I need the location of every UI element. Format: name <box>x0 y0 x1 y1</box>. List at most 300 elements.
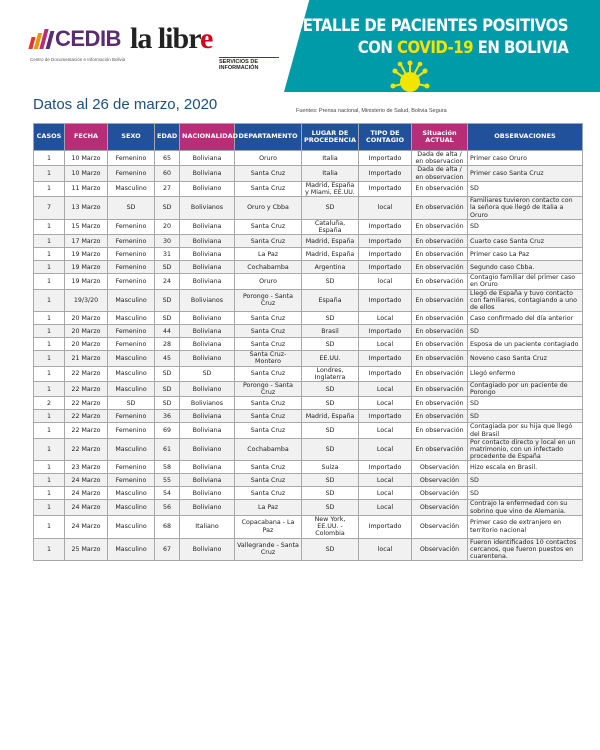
cell-situacion-actual: En observación <box>412 219 468 234</box>
cell-fecha: 17 Marzo <box>65 235 108 248</box>
cell-edad: 69 <box>155 423 180 438</box>
cedib-logo-text: CEDIB <box>55 26 121 51</box>
cell-observaciones: Cuarto caso Santa Cruz <box>468 235 583 248</box>
cell-observaciones: Primer caso de extranjero en territorio nacional <box>468 515 583 538</box>
table-row <box>34 312 583 325</box>
column-header-fecha: FECHA <box>65 124 108 151</box>
cell-edad: 68 <box>155 515 180 538</box>
cell-tipo-contagio: Local <box>359 474 412 487</box>
cell-fecha: 24 Marzo <box>65 487 108 500</box>
table-row <box>34 235 583 248</box>
cell-departamento: Santa Cruz <box>235 461 302 474</box>
cell-sexo: Masculino <box>108 181 155 196</box>
cell-observaciones: Llegó de España y tuvo contacto con familiares, contagiando a uno de ellos <box>468 289 583 312</box>
cell-casos: 1 <box>34 366 65 381</box>
cell-sexo: Femenino <box>108 338 155 351</box>
cell-lugar-procedencia: Brasil <box>302 325 359 338</box>
cell-fecha: 22 Marzo <box>65 438 108 461</box>
cell-nacionalidad: Boliviana <box>180 461 235 474</box>
cell-departamento: Cochabamba <box>235 438 302 461</box>
cell-lugar-procedencia: SD <box>302 274 359 289</box>
cell-fecha: 25 Marzo <box>65 538 108 561</box>
cell-tipo-contagio: Importado <box>359 261 412 274</box>
cell-edad: SD <box>155 289 180 312</box>
cell-lugar-procedencia: New York, EE.UU. - Colombia <box>302 515 359 538</box>
cell-observaciones: SD <box>468 487 583 500</box>
cell-edad: 27 <box>155 181 180 196</box>
column-header-departamento: DEPARTAMENTO <box>235 124 302 151</box>
cell-fecha: 20 Marzo <box>65 312 108 325</box>
cell-fecha: 10 Marzo <box>65 151 108 166</box>
table-row <box>34 487 583 500</box>
table-row <box>34 474 583 487</box>
cedib-logo <box>30 26 121 52</box>
cell-situacion-actual: En observación <box>412 312 468 325</box>
cell-edad: SD <box>155 312 180 325</box>
cell-nacionalidad: Boliviana <box>180 248 235 261</box>
cell-departamento: La Paz <box>235 248 302 261</box>
cell-situacion-actual: En observación <box>412 351 468 366</box>
cell-tipo-contagio: Importado <box>359 219 412 234</box>
cell-fecha: 13 Marzo <box>65 197 108 220</box>
cell-departamento: Santa Cruz <box>235 325 302 338</box>
cell-edad: 44 <box>155 325 180 338</box>
table-row <box>34 438 583 461</box>
cell-nacionalidad: SD <box>180 366 235 381</box>
cell-departamento: Santa Cruz <box>235 487 302 500</box>
cell-nacionalidad: Boliviana <box>180 474 235 487</box>
cell-tipo-contagio: Importado <box>359 181 412 196</box>
cell-departamento: Santa Cruz <box>235 235 302 248</box>
cell-tipo-contagio: Local <box>359 438 412 461</box>
title-covid-highlight: COVID-19 <box>396 38 473 58</box>
cell-situacion-actual: Dada de alta / en observacion <box>412 151 468 166</box>
cell-sexo: Femenino <box>108 151 155 166</box>
table-row <box>34 423 583 438</box>
column-header-situacion-actual: Situación ACTUAL <box>412 124 468 151</box>
cell-fecha: 22 Marzo <box>65 410 108 423</box>
column-header-casos: CASOS <box>34 124 65 151</box>
cell-situacion-actual: En observación <box>412 423 468 438</box>
cell-sexo: Femenino <box>108 410 155 423</box>
cell-lugar-procedencia: Madrid, España y Miami, EE.UU. <box>302 181 359 196</box>
cell-sexo: Femenino <box>108 235 155 248</box>
cell-fecha: 19/3/20 <box>65 289 108 312</box>
cell-sexo: Femenino <box>108 274 155 289</box>
cell-nacionalidad: Bolivianos <box>180 289 235 312</box>
cell-casos: 1 <box>34 289 65 312</box>
cell-departamento: Oruro y Cbba <box>235 197 302 220</box>
cell-casos: 1 <box>34 351 65 366</box>
cell-casos: 1 <box>34 382 65 397</box>
cell-departamento: Santa Cruz <box>235 410 302 423</box>
la-libre-logo <box>130 24 212 54</box>
cell-edad: SD <box>155 397 180 410</box>
cell-fecha: 24 Marzo <box>65 500 108 515</box>
cell-situacion-actual: Observación <box>412 515 468 538</box>
cell-sexo: Masculino <box>108 382 155 397</box>
cell-nacionalidad: Boliviano <box>180 351 235 366</box>
cedib-subtitle: Centro de Documentación e Información Bolivia <box>30 57 126 62</box>
cell-lugar-procedencia: SD <box>302 487 359 500</box>
cell-edad: 61 <box>155 438 180 461</box>
table-row <box>34 538 583 561</box>
cell-tipo-contagio: Importado <box>359 248 412 261</box>
cell-tipo-contagio: Local <box>359 382 412 397</box>
cell-situacion-actual: En observación <box>412 261 468 274</box>
cell-lugar-procedencia: Londres, Inglaterra <box>302 366 359 381</box>
cell-lugar-procedencia: SD <box>302 538 359 561</box>
cell-tipo-contagio: Importado <box>359 366 412 381</box>
cell-fecha: 22 Marzo <box>65 423 108 438</box>
cell-lugar-procedencia: SD <box>302 382 359 397</box>
cell-situacion-actual: En observación <box>412 438 468 461</box>
cell-sexo: Femenino <box>108 248 155 261</box>
cell-observaciones: Caso confirmado del día anterior <box>468 312 583 325</box>
cell-lugar-procedencia: Suiza <box>302 461 359 474</box>
cell-fecha: 19 Marzo <box>65 261 108 274</box>
cell-nacionalidad: Boliviano <box>180 181 235 196</box>
cell-edad: 67 <box>155 538 180 561</box>
cell-tipo-contagio: Importado <box>359 461 412 474</box>
cell-observaciones: SD <box>468 181 583 196</box>
cell-tipo-contagio: Local <box>359 423 412 438</box>
cell-sexo: Masculino <box>108 351 155 366</box>
column-header-tipo-contagio: TIPO DE CONTAGIO <box>359 124 412 151</box>
cell-fecha: 24 Marzo <box>65 474 108 487</box>
cell-situacion-actual: En observación <box>412 397 468 410</box>
cell-sexo: SD <box>108 397 155 410</box>
cell-departamento: Santa Cruz <box>235 423 302 438</box>
cell-tipo-contagio: Importado <box>359 289 412 312</box>
cell-observaciones: Contagiada por su hija que llegó del Brasil <box>468 423 583 438</box>
cell-lugar-procedencia: Madrid, España <box>302 235 359 248</box>
date-title: Datos al 26 de marzo, 2020 <box>33 96 218 113</box>
cell-lugar-procedencia: Madrid, España <box>302 410 359 423</box>
cell-departamento: Oruro <box>235 274 302 289</box>
cell-casos: 1 <box>34 438 65 461</box>
cell-tipo-contagio: Local <box>359 338 412 351</box>
cell-lugar-procedencia: SD <box>302 423 359 438</box>
column-header-sexo: SEXO <box>108 124 155 151</box>
cell-sexo: SD <box>108 197 155 220</box>
cell-casos: 1 <box>34 261 65 274</box>
cell-observaciones: Noveno caso Santa Cruz <box>468 351 583 366</box>
cell-observaciones: Hizo escala en Brasil. <box>468 461 583 474</box>
cell-departamento: Santa Cruz <box>235 397 302 410</box>
table-row <box>34 219 583 234</box>
cell-situacion-actual: En observación <box>412 382 468 397</box>
cell-sexo: Masculino <box>108 438 155 461</box>
cell-tipo-contagio: Local <box>359 397 412 410</box>
cell-lugar-procedencia: Madrid, España <box>302 248 359 261</box>
table-row <box>34 197 583 220</box>
cell-observaciones: SD <box>468 219 583 234</box>
cell-edad: 20 <box>155 219 180 234</box>
cell-edad: SD <box>155 382 180 397</box>
cell-nacionalidad: Boliviano <box>180 487 235 500</box>
cell-edad: SD <box>155 261 180 274</box>
cell-observaciones: Llegó enfermo <box>468 366 583 381</box>
cell-departamento: Santa Cruz-Montero <box>235 351 302 366</box>
cell-fecha: 22 Marzo <box>65 382 108 397</box>
cell-lugar-procedencia: SD <box>302 397 359 410</box>
cell-fecha: 22 Marzo <box>65 366 108 381</box>
cell-situacion-actual: En observación <box>412 366 468 381</box>
cell-observaciones: Contagiado por un paciente de Porongo <box>468 382 583 397</box>
cell-departamento: Oruro <box>235 151 302 166</box>
cell-casos: 7 <box>34 197 65 220</box>
cell-tipo-contagio: Importado <box>359 351 412 366</box>
cell-situacion-actual: Dada de alta / en observacion <box>412 166 468 181</box>
cell-casos: 1 <box>34 325 65 338</box>
table-row <box>34 338 583 351</box>
cell-departamento: Santa Cruz <box>235 366 302 381</box>
la-libre-subtitle: SERVICIOS DE INFORMACIÓN <box>219 57 279 71</box>
cell-situacion-actual: Observación <box>412 538 468 561</box>
title-line-1: DETALLE DE PACIENTES POSITIVOS <box>290 16 568 36</box>
cell-fecha: 15 Marzo <box>65 219 108 234</box>
cell-situacion-actual: En observación <box>412 248 468 261</box>
cell-lugar-procedencia: SD <box>302 312 359 325</box>
cell-tipo-contagio: Importado <box>359 151 412 166</box>
cell-edad: 58 <box>155 461 180 474</box>
cell-observaciones: Fueron identificados 10 contactos cercanos, que fueron puestos en cuarentena. <box>468 538 583 561</box>
cell-edad: 30 <box>155 235 180 248</box>
cell-nacionalidad: Boliviano <box>180 312 235 325</box>
cell-fecha: 23 Marzo <box>65 461 108 474</box>
cell-tipo-contagio: local <box>359 197 412 220</box>
cell-fecha: 24 Marzo <box>65 515 108 538</box>
cell-nacionalidad: Bolivianos <box>180 197 235 220</box>
cell-lugar-procedencia: SD <box>302 474 359 487</box>
cell-departamento: Vallegrande - Santa Cruz <box>235 538 302 561</box>
cell-observaciones: SD <box>468 474 583 487</box>
cell-tipo-contagio: Importado <box>359 166 412 181</box>
cell-casos: 2 <box>34 397 65 410</box>
cell-fecha: 19 Marzo <box>65 248 108 261</box>
cell-casos: 1 <box>34 312 65 325</box>
cell-tipo-contagio: Importado <box>359 235 412 248</box>
cell-observaciones: Primer caso La Paz <box>468 248 583 261</box>
cell-tipo-contagio: Local <box>359 487 412 500</box>
cell-nacionalidad: Boliviana <box>180 166 235 181</box>
column-header-nacionalidad: NACIONALIDAD <box>180 124 235 151</box>
cell-nacionalidad: Boliviana <box>180 261 235 274</box>
cell-casos: 1 <box>34 151 65 166</box>
column-header-lugar-procedencia: LUGAR DE PROCEDENCIA <box>302 124 359 151</box>
cell-situacion-actual: En observación <box>412 274 468 289</box>
cell-observaciones: Primer caso Santa Cruz <box>468 166 583 181</box>
cell-sexo: Femenino <box>108 474 155 487</box>
cell-situacion-actual: Observación <box>412 474 468 487</box>
cell-fecha: 22 Marzo <box>65 397 108 410</box>
table-row <box>34 410 583 423</box>
cell-sexo: Femenino <box>108 166 155 181</box>
cell-nacionalidad: Boliviana <box>180 423 235 438</box>
cell-casos: 1 <box>34 461 65 474</box>
cell-situacion-actual: En observación <box>412 325 468 338</box>
cell-casos: 1 <box>34 500 65 515</box>
cell-observaciones: Contrajo la enfermedad con su sobrino que vino de Alemania. <box>468 500 583 515</box>
cell-observaciones: SD <box>468 410 583 423</box>
cell-sexo: Femenino <box>108 219 155 234</box>
cell-observaciones: Familiares tuvieron contacto con la señora que llegó de Italia a Oruro <box>468 197 583 220</box>
cell-edad: 65 <box>155 151 180 166</box>
cell-lugar-procedencia: Italia <box>302 166 359 181</box>
cell-tipo-contagio: Importado <box>359 515 412 538</box>
cell-lugar-procedencia: SD <box>302 197 359 220</box>
cell-fecha: 19 Marzo <box>65 274 108 289</box>
cell-departamento: Santa Cruz <box>235 166 302 181</box>
cell-fecha: 21 Marzo <box>65 351 108 366</box>
cell-departamento: Copacabana - La Paz <box>235 515 302 538</box>
cell-sexo: Masculino <box>108 500 155 515</box>
cell-nacionalidad: Boliviana <box>180 274 235 289</box>
cell-nacionalidad: Boliviana <box>180 219 235 234</box>
cell-situacion-actual: En observación <box>412 197 468 220</box>
cell-situacion-actual: En observación <box>412 289 468 312</box>
table-row <box>34 500 583 515</box>
cell-casos: 1 <box>34 248 65 261</box>
cell-sexo: Masculino <box>108 289 155 312</box>
cell-lugar-procedencia: SD <box>302 500 359 515</box>
cell-casos: 1 <box>34 181 65 196</box>
patients-table <box>33 123 583 561</box>
cell-edad: SD <box>155 197 180 220</box>
cell-sexo: Masculino <box>108 538 155 561</box>
cell-observaciones: Segundo caso Cbba. <box>468 261 583 274</box>
cell-sexo: Femenino <box>108 461 155 474</box>
cell-observaciones: Primer caso Oruro <box>468 151 583 166</box>
header <box>0 0 600 92</box>
column-header-observaciones: OBSERVACIONES <box>468 124 583 151</box>
cell-lugar-procedencia: Italia <box>302 151 359 166</box>
cell-casos: 1 <box>34 515 65 538</box>
table-row <box>34 515 583 538</box>
cell-situacion-actual: En observación <box>412 338 468 351</box>
la-libre-logo-e: e <box>199 22 213 55</box>
cell-edad: SD <box>155 366 180 381</box>
table-row <box>34 382 583 397</box>
cell-casos: 1 <box>34 423 65 438</box>
cell-edad: 45 <box>155 351 180 366</box>
cell-edad: 54 <box>155 487 180 500</box>
cell-edad: 56 <box>155 500 180 515</box>
cell-edad: 28 <box>155 338 180 351</box>
cell-lugar-procedencia: EE.UU. <box>302 351 359 366</box>
table-row <box>34 351 583 366</box>
table-header-row <box>34 124 583 151</box>
cell-tipo-contagio: Importado <box>359 325 412 338</box>
cell-departamento: Santa Cruz <box>235 338 302 351</box>
sources-note: Fuentes: Prensa nacional, Ministerio de Salud, Bolivia Segura <box>296 108 447 114</box>
cell-nacionalidad: Boliviana <box>180 151 235 166</box>
cell-casos: 1 <box>34 474 65 487</box>
cell-departamento: Santa Cruz <box>235 312 302 325</box>
cell-observaciones: SD <box>468 325 583 338</box>
cell-casos: 1 <box>34 538 65 561</box>
table-body <box>34 151 583 561</box>
cell-departamento: Cochabamba <box>235 261 302 274</box>
cell-nacionalidad: Boliviana <box>180 410 235 423</box>
cell-nacionalidad: Bolivianos <box>180 397 235 410</box>
table-row <box>34 274 583 289</box>
cell-fecha: 20 Marzo <box>65 325 108 338</box>
cell-lugar-procedencia: SD <box>302 438 359 461</box>
cell-situacion-actual: Observación <box>412 500 468 515</box>
cell-nacionalidad: Boliviana <box>180 325 235 338</box>
cell-casos: 1 <box>34 338 65 351</box>
table-row <box>34 181 583 196</box>
cell-tipo-contagio: local <box>359 538 412 561</box>
column-header-edad: EDAD <box>155 124 180 151</box>
cell-departamento: Santa Cruz <box>235 474 302 487</box>
cell-tipo-contagio: Importado <box>359 410 412 423</box>
cell-casos: 1 <box>34 487 65 500</box>
cell-sexo: Femenino <box>108 423 155 438</box>
virus-icon <box>390 58 430 92</box>
cell-edad: 60 <box>155 166 180 181</box>
cell-departamento: Santa Cruz <box>235 181 302 196</box>
cell-lugar-procedencia: Cataluña, España <box>302 219 359 234</box>
cell-tipo-contagio: local <box>359 274 412 289</box>
cell-nacionalidad: Boliviano <box>180 538 235 561</box>
cell-departamento: Porongo - Santa Cruz <box>235 382 302 397</box>
cell-fecha: 10 Marzo <box>65 166 108 181</box>
cell-nacionalidad: Boliviano <box>180 500 235 515</box>
table-row <box>34 366 583 381</box>
cell-casos: 1 <box>34 274 65 289</box>
cell-casos: 1 <box>34 410 65 423</box>
cell-departamento: La Paz <box>235 500 302 515</box>
cell-edad: 31 <box>155 248 180 261</box>
cell-casos: 1 <box>34 166 65 181</box>
cell-nacionalidad: Boliviana <box>180 338 235 351</box>
cell-observaciones: Por contacto directo y local en un matrimonio, con un infectado procedente de España <box>468 438 583 461</box>
cell-nacionalidad: Boliviano <box>180 438 235 461</box>
cell-sexo: Femenino <box>108 261 155 274</box>
cell-sexo: Masculino <box>108 366 155 381</box>
table-row <box>34 151 583 166</box>
la-libre-logo-text: la libr <box>130 22 200 55</box>
cell-casos: 1 <box>34 219 65 234</box>
cell-edad: 55 <box>155 474 180 487</box>
table-row <box>34 397 583 410</box>
cell-lugar-procedencia: Argentina <box>302 261 359 274</box>
cedib-bars-icon <box>30 29 52 49</box>
cell-fecha: 20 Marzo <box>65 338 108 351</box>
cell-departamento: Porongo - Santa Cruz <box>235 289 302 312</box>
table-row <box>34 461 583 474</box>
cell-sexo: Femenino <box>108 325 155 338</box>
cell-sexo: Masculino <box>108 312 155 325</box>
cell-tipo-contagio: Local <box>359 312 412 325</box>
cell-lugar-procedencia: SD <box>302 338 359 351</box>
cell-nacionalidad: Boliviana <box>180 235 235 248</box>
cell-situacion-actual: En observación <box>412 410 468 423</box>
cell-edad: 36 <box>155 410 180 423</box>
title-line-2-suffix: EN BOLIVIA <box>472 38 568 58</box>
cell-observaciones: Esposa de un paciente contagiado <box>468 338 583 351</box>
table-row <box>34 261 583 274</box>
cell-situacion-actual: Observación <box>412 461 468 474</box>
cell-lugar-procedencia: España <box>302 289 359 312</box>
title-line-2-prefix: CON <box>357 38 397 58</box>
cell-departamento: Santa Cruz <box>235 219 302 234</box>
cell-observaciones: Contagio familiar del primer caso en Oruro <box>468 274 583 289</box>
cell-fecha: 11 Marzo <box>65 181 108 196</box>
